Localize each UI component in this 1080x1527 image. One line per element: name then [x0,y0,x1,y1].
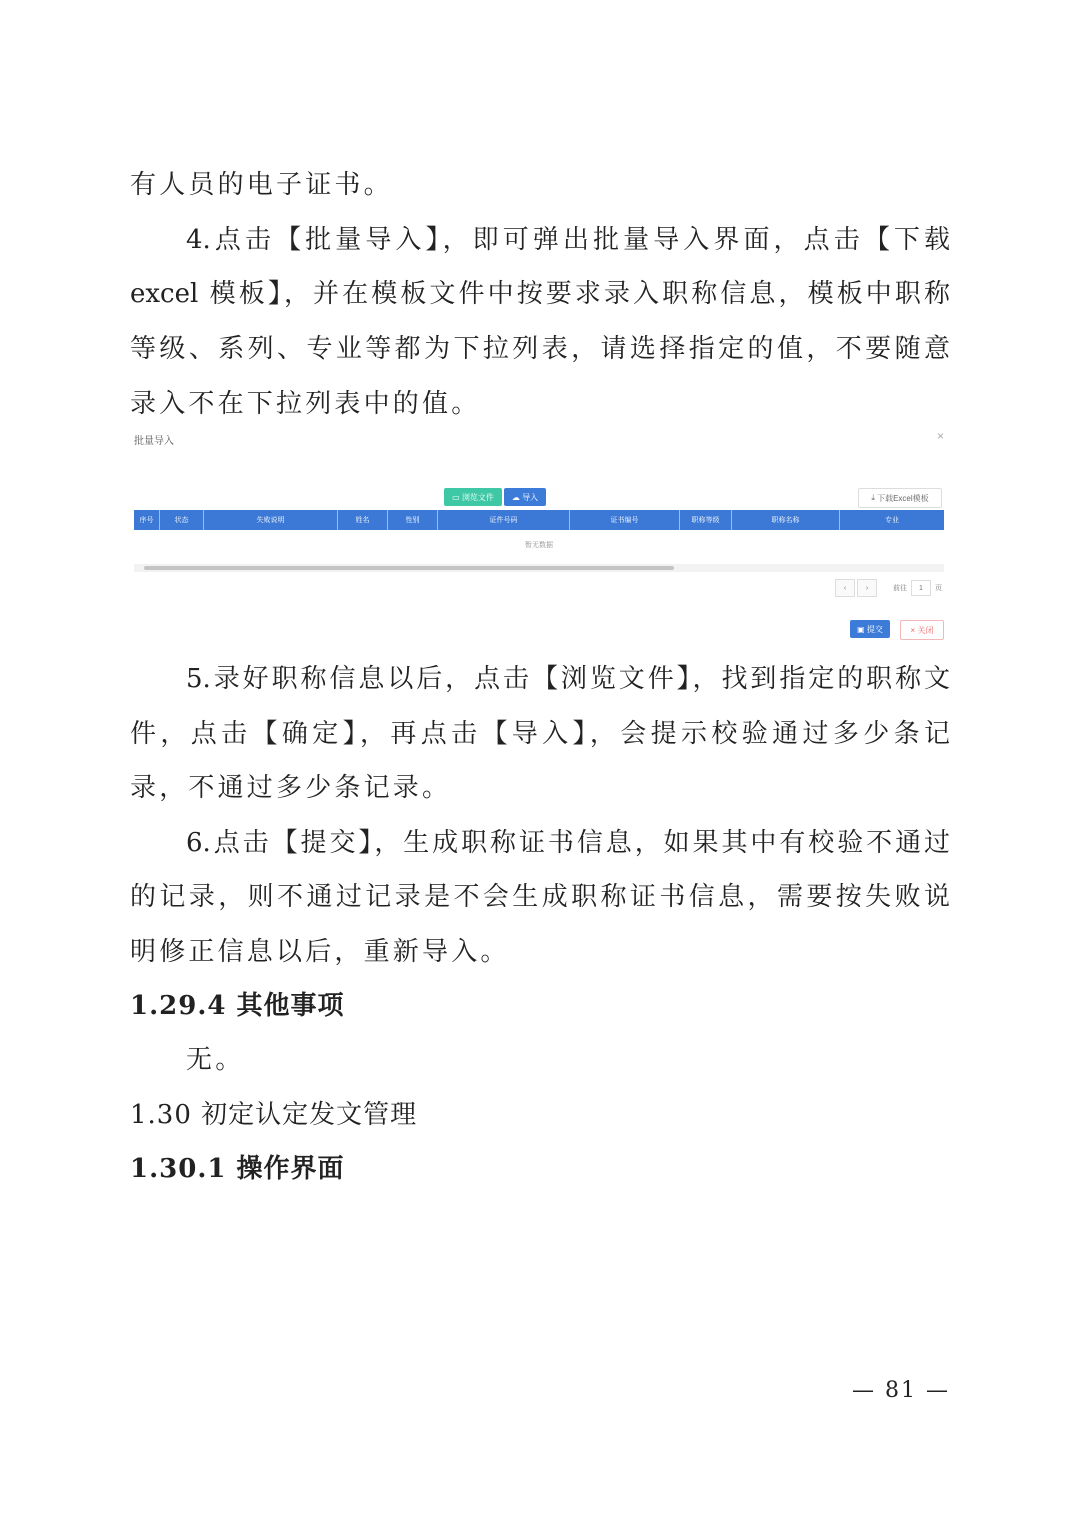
column-header: 序号 [134,510,160,530]
column-header: 姓名 [338,510,388,530]
page-unit-label: 页 [935,585,942,592]
column-header: 职称名称 [732,510,840,530]
paragraph-line: 录入不在下拉列表中的值。 [130,389,481,419]
paragraph-line: 明修正信息以后，重新导入。 [130,937,510,967]
next-page-button[interactable]: › [857,579,877,597]
folder-icon: ▭ [452,492,462,502]
table-header [134,510,944,530]
batch-import-dialog-screenshot [128,424,950,654]
section-heading: 1.30 初定认定发文管理 [130,1100,418,1130]
paragraph-line: 5.录好职称信息以后，点击【浏览文件】，找到指定的职称文 [186,664,950,694]
download-template-label: 下载Excel模板 [877,493,929,503]
close-icon[interactable]: × [936,429,944,443]
browse-file-label: 浏览文件 [461,492,494,502]
prev-page-button[interactable]: ‹ [835,579,855,597]
page-number: — 81 — [852,1378,950,1403]
paragraph-line: 无。 [186,1045,245,1075]
empty-table-text: 暂无数据 [525,542,553,549]
browse-file-button[interactable] [444,488,502,506]
column-header: 证件号码 [438,510,570,530]
paragraph-line: 4.点击【批量导入】，即可弹出批量导入界面，点击【下载 [186,225,950,255]
paragraph-line: 6.点击【提交】，生成职称证书信息，如果其中有校验不通过 [186,828,950,858]
close-x-icon: × [910,625,918,635]
goto-label: 前往 [893,585,907,592]
import-label: 导入 [522,492,539,502]
column-header: 职称等级 [680,510,732,530]
pagination [835,579,942,597]
submit-label: 提交 [866,624,883,634]
paragraph-line: 等级、系列、专业等都为下拉列表，请选择指定的值，不要随意 [130,334,950,364]
column-header: 状态 [160,510,204,530]
section-heading: 1.30.1 操作界面 [130,1154,345,1184]
column-header: 性别 [388,510,438,530]
download-template-button[interactable] [858,488,942,508]
save-icon: ▣ [857,624,867,634]
column-header: 失败说明 [204,510,338,530]
paragraph-line: 件，点击【确定】，再点击【导入】，会提示校验通过多少条记 [130,719,950,749]
close-label: 关闭 [917,625,934,635]
download-icon: ⤓ [871,493,878,502]
paragraph-line: 有人员的电子证书。 [130,170,393,200]
page-input[interactable]: 1 [911,580,931,596]
import-button[interactable] [504,488,546,506]
dialog-title: 批量导入 [134,436,174,447]
submit-button[interactable] [850,620,890,638]
paragraph-line: 的记录，则不通过记录是不会生成职称证书信息，需要按失败说 [130,882,950,912]
paragraph-line: excel 模板】，并在模板文件中按要求录入职称信息，模板中职称 [130,279,950,309]
close-button[interactable] [900,620,944,640]
column-header: 证书编号 [570,510,680,530]
horizontal-scrollbar[interactable] [134,564,944,572]
paragraph-line: 录，不通过多少条记录。 [130,773,452,803]
section-heading: 1.29.4 其他事项 [130,991,345,1021]
column-header: 专业 [885,517,899,524]
cloud-upload-icon: ☁ [511,492,523,502]
